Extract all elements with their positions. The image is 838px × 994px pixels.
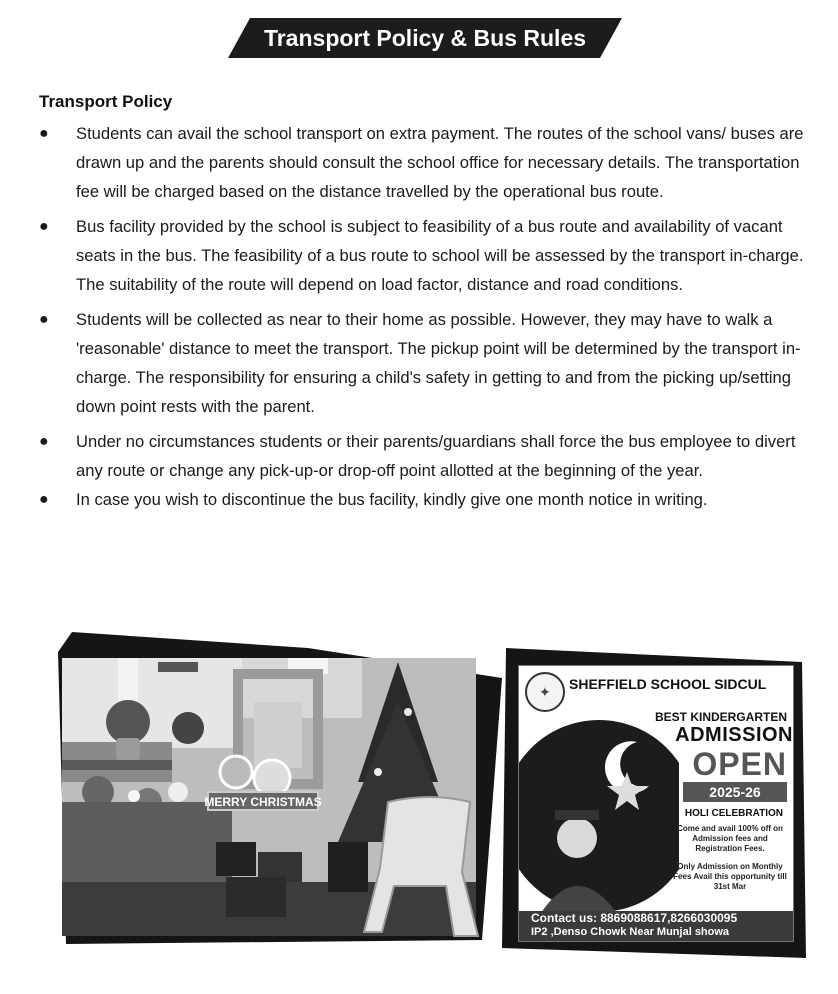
flyer-scene-graphic (519, 706, 679, 916)
bullet-icon: ● (39, 125, 49, 142)
title-banner (228, 18, 622, 58)
policy-text: Bus facility provided by the school is subject to feasibility of a bus route and availability of vacant seats in the bus. The feasibility of a bus route to school will be assessed by the transport in-charge. The suitability of the route will depend on load factor, distance and road conditions. (76, 217, 804, 294)
list-item (39, 427, 824, 485)
flyer-address: IP2 ,Denso Chowk Near Munjal showa (531, 926, 730, 938)
flyer-poster (518, 665, 794, 942)
christmas-sign-text: MERRY CHRISTMAS (204, 795, 322, 809)
list-item (39, 305, 824, 421)
page-title: Transport Policy & Bus Rules (263, 25, 587, 51)
flyer-open: OPEN (692, 746, 787, 782)
flyer-offer: Come and avail 100% off on Admission fees and Registration Fees. (677, 824, 783, 853)
policy-text: In case you wish to discontinue the bus facility, kindly give one month notice in writing. (76, 490, 708, 509)
flyer-holi: HOLI CELEBRATION (684, 808, 783, 819)
policy-text: Students can avail the school transport on extra payment. The routes of the school vans/ buses are drawn up and the parents should consult the school office for necessary details. The transportation fee will be charged based on the distance travelled by the operational bus route. (76, 124, 804, 201)
christmas-photo (58, 632, 502, 944)
flyer-contact-strip (519, 911, 794, 941)
christmas-photo-scene (58, 632, 502, 944)
flyer-kindergarten: BEST KINDERGARTEN (654, 710, 787, 724)
bullet-icon: ● (39, 311, 49, 328)
policy-text: Under no circumstances students or their parents/guardians shall force the bus employee to divert any route or change any pick-up-or drop-off point allotted at the beginning of the year. (76, 432, 796, 480)
flyer-monthly: Only Admission on Monthly Fees Avail this opportunity till 31st Mar (673, 862, 787, 891)
logo-emblem-icon: ✦ (539, 684, 551, 700)
bullet-icon: ● (39, 433, 49, 450)
policy-text: Students will be collected as near to their home as possible. However, they may have to walk a 'reasonable' distance to meet the transport. The pickup point will be determined by the transport in-charge. The responsibility for ensuring a child's safety in getting to and from the picking up/setting down point rests with the parent. (76, 310, 801, 416)
list-item (39, 485, 824, 514)
flyer-school-name: SHEFFIELD SCHOOL SIDCUL (569, 676, 767, 692)
flyer-year-badge: 2025-26 (683, 782, 787, 802)
list-item (39, 119, 824, 206)
list-item (39, 212, 824, 299)
bullet-icon: ● (39, 218, 49, 235)
bullet-icon: ● (39, 491, 49, 508)
policy-list (39, 119, 824, 520)
school-logo-icon (525, 672, 565, 712)
section-heading: Transport Policy (39, 92, 173, 111)
flyer-contact: Contact us: 8869088617,8266030095 (531, 911, 738, 925)
flyer-admission: ADMISSION (675, 724, 793, 746)
admission-flyer (502, 648, 806, 958)
